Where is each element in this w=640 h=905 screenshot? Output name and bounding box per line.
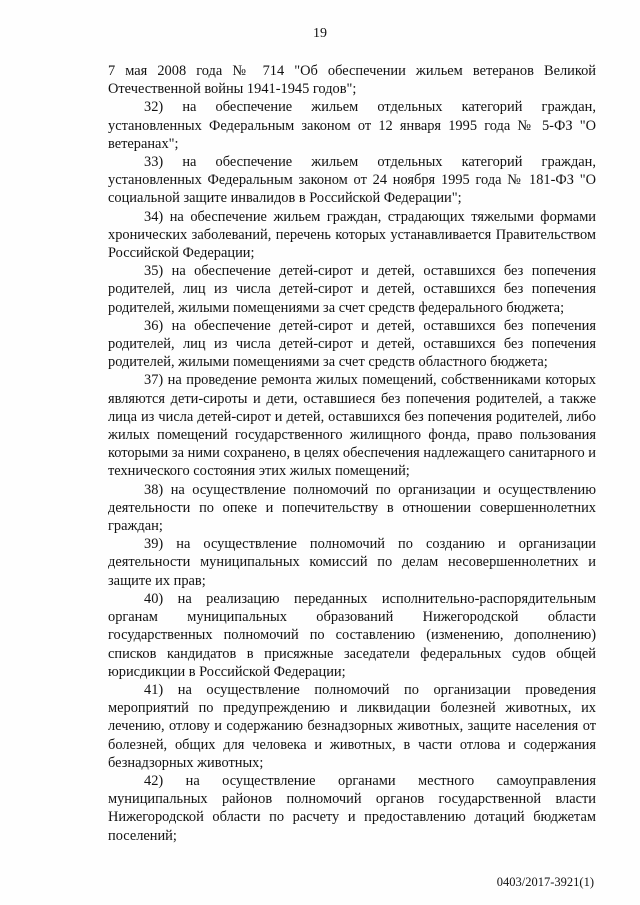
list-item-40: 40) на реализацию переданных исполнительно-распорядительным органам муниципальных образований Нижегородской области государственных полномочий по составлению (изменению, дополнению) списков кандидатов в присяжные заседатели федеральных судов общей юрисдикции в Российской Федерации; [108, 590, 596, 680]
list-item-34: 34) на обеспечение жильем граждан, страдающих тяжелыми формами хронических заболеваний, перечень которых устанавливается Правительством Российской Федерации; [108, 208, 596, 262]
document-code: 0403/2017-3921(1) [496, 875, 594, 889]
list-item-33: 33) на обеспечение жильем отдельных категорий граждан, установленных Федеральным законом от 24 ноября 1995 года № 181-ФЗ "О социальной защите инвалидов в Российской Федерации"; [108, 154, 596, 207]
document-body [108, 62, 596, 845]
list-item-42: 42) на осуществление органами местного самоуправления муниципальных районов полномочий органов государственной власти Нижегородской области по расчету и предоставлению дотаций бюджетам поселений; [108, 772, 596, 844]
list-item-41: 41) на осуществление полномочий по организации проведения мероприятий по предупреждению и ликвидации болезней животных, их лечению, отлову и содержанию безнадзорных животных, защите населения от болезней, общих для человека и животных, в части отлова и содержания безнадзорных животных; [108, 681, 596, 771]
paragraph-continuation: 7 мая 2008 года № 714 "Об обеспечении жильем ветеранов Великой Отечественной войны 1941-1945 годов"; [108, 63, 596, 98]
list-item-35: 35) на обеспечение детей-сирот и детей, оставшихся без попечения родителей, лиц из числа детей-сирот и детей, оставшихся без попечения родителей, жилыми помещениями за счет средств федерального бюджета; [108, 263, 596, 316]
list-item-38: 38) на осуществление полномочий по организации и осуществлению деятельности по опеке и попечительству в отношении совершеннолетних граждан; [108, 481, 596, 535]
page-number: 19 [313, 26, 327, 41]
list-item-32: 32) на обеспечение жильем отдельных категорий граждан, установленных Федеральным законом от 12 января 1995 года № 5-ФЗ "О ветеранах"; [108, 99, 596, 152]
list-item-39: 39) на осуществление полномочий по созданию и организации деятельности муниципальных комиссий по делам несовершеннолетних и защите их прав; [108, 536, 596, 589]
list-item-36: 36) на обеспечение детей-сирот и детей, оставшихся без попечения родителей, лиц из числа детей-сирот и детей, оставшихся без попечения родителей, жилыми помещениями за счет средств областного бюджета; [108, 317, 596, 371]
list-item-37: 37) на проведение ремонта жилых помещений, собственниками которых являются дети-сироты и дети, оставшиеся без попечения родителей, а также лица из числа детей-сирот и детей, оставшихся без попечения родителей, либо жилых помещений государственного жилищного фонда, право пользования которыми за ними сохранено, в целях обеспечения надлежащего санитарного и технического состояния этих жилых помещений; [108, 372, 596, 480]
